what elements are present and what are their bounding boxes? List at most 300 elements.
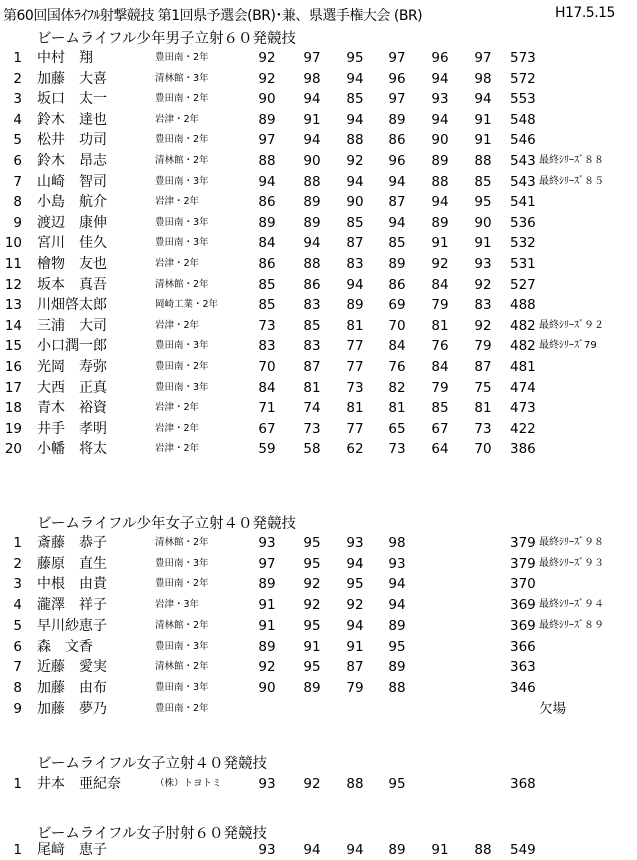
section-title: ビームライフル少年男子立射６０発競技 (37, 31, 296, 47)
rank-cell: 18 (4, 400, 22, 417)
series-score: 95 (303, 617, 321, 634)
result-row (0, 637, 637, 657)
school-grade: 豊田南・2年 (155, 578, 209, 590)
result-row (0, 840, 637, 860)
series-score: 89 (388, 617, 406, 634)
section-title: ビームライフル少年女子立射４０発競技 (37, 516, 296, 532)
series-score: 93 (346, 535, 364, 551)
result-row (0, 378, 637, 398)
tiebreak-note: 最終ｼﾘｰｽﾞ８８ (539, 155, 604, 166)
series-score: 85 (303, 317, 321, 334)
absent-label: 欠場 (539, 700, 566, 717)
result-row (0, 574, 637, 594)
shooter-name: 早川紗恵子 (37, 617, 107, 634)
series-score: 83 (474, 297, 492, 314)
result-row (0, 439, 637, 459)
series-score: 85 (346, 214, 364, 231)
series-score: 86 (258, 194, 276, 211)
total-score: 379 (510, 555, 536, 572)
school-grade: 岩津・2年 (155, 402, 200, 414)
tiebreak-note: 最終ｼﾘｰｽﾞ９３ (539, 557, 604, 569)
total-score: 548 (510, 111, 536, 128)
total-score: 488 (510, 297, 536, 314)
series-score: 67 (258, 420, 276, 437)
series-score: 97 (388, 91, 406, 108)
total-score: 549 (510, 842, 536, 858)
series-score: 94 (303, 235, 321, 252)
shooter-name: 小口潤一郎 (37, 338, 107, 355)
series-score: 94 (303, 91, 321, 108)
rank-cell: 15 (4, 338, 22, 355)
series-score: 94 (431, 111, 449, 128)
series-score: 91 (303, 638, 321, 655)
series-score: 98 (388, 535, 406, 551)
series-score: 82 (388, 379, 406, 396)
series-score: 88 (303, 256, 321, 272)
rank-cell: 6 (13, 638, 22, 655)
result-row (0, 419, 637, 439)
series-score: 84 (258, 379, 276, 396)
series-score: 90 (474, 214, 492, 231)
total-score: 543 (510, 153, 536, 169)
series-score: 84 (258, 235, 276, 252)
shooter-name: 檜物 友也 (37, 256, 107, 272)
series-score: 88 (346, 132, 364, 149)
school-grade: 豊田南・3年 (155, 216, 209, 228)
rank-cell: 2 (13, 555, 22, 572)
series-score: 81 (388, 400, 406, 417)
series-score: 92 (431, 256, 449, 272)
series-score: 77 (346, 338, 364, 355)
total-score: 573 (510, 50, 536, 66)
shooter-name: 坂本 真吾 (37, 276, 107, 293)
total-score: 473 (510, 400, 536, 417)
rank-cell: 2 (13, 70, 22, 87)
series-score: 85 (474, 173, 492, 190)
rank-cell: 19 (4, 420, 22, 437)
series-score: 89 (258, 214, 276, 231)
school-grade: 豊田南・3年 (155, 237, 209, 249)
total-score: 422 (510, 420, 536, 437)
rank-cell: 1 (13, 776, 22, 792)
result-row (0, 316, 637, 336)
series-score: 92 (474, 276, 492, 293)
rank-cell: 7 (13, 173, 22, 190)
shooter-name: 瀧澤 祥子 (37, 597, 107, 614)
school-grade: 豊田南・3年 (155, 557, 209, 569)
rank-cell: 5 (13, 617, 22, 634)
series-score: 85 (258, 276, 276, 293)
rank-cell: 12 (4, 276, 22, 293)
result-row (0, 172, 637, 192)
result-row (0, 595, 637, 615)
result-row (0, 533, 637, 553)
shooter-name: 井手 孝明 (37, 420, 107, 437)
series-score: 98 (303, 70, 321, 87)
school-grade: 豊田南・3年 (155, 681, 209, 693)
total-score: 368 (510, 776, 536, 792)
series-score: 88 (474, 842, 492, 858)
tiebreak-note: 最終ｼﾘｰｽﾞ８９ (539, 619, 604, 631)
series-score: 79 (431, 297, 449, 314)
series-score: 71 (258, 400, 276, 417)
series-score: 95 (474, 194, 492, 211)
series-score: 84 (431, 276, 449, 293)
rank-cell: 5 (13, 132, 22, 149)
series-score: 92 (303, 576, 321, 593)
tiebreak-note: 最終ｼﾘｰｽﾞ９２ (539, 319, 604, 331)
series-score: 92 (303, 776, 321, 792)
school-grade: 岩津・3年 (155, 599, 200, 611)
series-score: 97 (258, 132, 276, 149)
shooter-name: 山崎 智司 (37, 173, 107, 190)
shooter-name: 森 文香 (37, 638, 93, 655)
series-score: 94 (346, 276, 364, 293)
series-score: 89 (258, 576, 276, 593)
school-grade: （株）トヨトミ (155, 778, 222, 789)
school-grade: 清林館・2年 (155, 155, 209, 166)
result-row (0, 357, 637, 377)
shooter-name: 小幡 将太 (37, 441, 107, 458)
series-score: 93 (474, 256, 492, 272)
shooter-name: 大西 正真 (37, 379, 107, 396)
shooter-name: 鈴木 達也 (37, 111, 107, 128)
shooter-name: 斎藤 恭子 (37, 535, 107, 551)
series-score: 97 (474, 50, 492, 66)
series-score: 91 (431, 842, 449, 858)
total-score: 543 (510, 173, 536, 190)
total-score: 482 (510, 338, 536, 355)
document-title: 第60回国体ﾗｲﾌﾙ射撃競技 第1回県予選会(BR)･兼、県選手権大会 (BR) (3, 8, 423, 24)
result-row (0, 213, 637, 233)
series-score: 76 (388, 359, 406, 375)
school-grade: 豊田南・2年 (155, 93, 209, 105)
shooter-name: 近藤 愛実 (37, 659, 107, 676)
school-grade: 岩津・2年 (155, 443, 200, 455)
series-score: 89 (258, 111, 276, 128)
series-score: 94 (346, 173, 364, 190)
school-grade: 豊田南・3年 (155, 640, 209, 652)
result-row (0, 554, 637, 574)
series-score: 67 (431, 420, 449, 437)
series-score: 85 (388, 235, 406, 252)
series-score: 59 (258, 441, 276, 458)
total-score: 553 (510, 91, 536, 108)
series-score: 73 (474, 420, 492, 437)
series-score: 90 (303, 153, 321, 169)
rank-cell: 20 (4, 441, 22, 458)
series-score: 89 (388, 659, 406, 676)
series-score: 58 (303, 441, 321, 458)
series-score: 94 (431, 194, 449, 211)
series-score: 65 (388, 420, 406, 437)
series-score: 89 (303, 214, 321, 231)
series-score: 83 (346, 256, 364, 272)
series-score: 77 (346, 420, 364, 437)
series-score: 98 (474, 70, 492, 87)
rank-cell: 3 (13, 91, 22, 108)
series-score: 92 (258, 659, 276, 676)
school-grade: 清林館・2年 (155, 619, 209, 631)
shooter-name: 尾﨑 恵子 (37, 842, 107, 858)
series-score: 91 (474, 111, 492, 128)
result-row (0, 336, 637, 356)
series-score: 95 (388, 776, 406, 792)
shooter-name: 中村 翔 (37, 50, 93, 66)
school-grade: 清林館・3年 (155, 72, 209, 84)
series-score: 91 (258, 597, 276, 614)
series-score: 88 (474, 153, 492, 169)
result-row (0, 275, 637, 295)
shooter-name: 光岡 寿弥 (37, 359, 107, 375)
series-score: 90 (258, 679, 276, 696)
school-grade: 岩津・2年 (155, 319, 200, 331)
series-score: 85 (431, 400, 449, 417)
result-row (0, 192, 637, 212)
series-score: 64 (431, 441, 449, 458)
series-score: 94 (303, 842, 321, 858)
series-score: 91 (474, 235, 492, 252)
school-grade: 清林館・2年 (155, 661, 209, 673)
total-score: 546 (510, 132, 536, 149)
total-score: 386 (510, 441, 536, 458)
series-score: 92 (303, 597, 321, 614)
series-score: 94 (303, 132, 321, 149)
series-score: 81 (346, 317, 364, 334)
series-score: 91 (303, 111, 321, 128)
total-score: 572 (510, 70, 536, 87)
shooter-name: 鈴木 昂志 (37, 153, 107, 169)
series-score: 81 (431, 317, 449, 334)
series-score: 81 (303, 379, 321, 396)
result-row (0, 398, 637, 418)
series-score: 83 (258, 338, 276, 355)
series-score: 94 (346, 617, 364, 634)
total-score: 531 (510, 256, 536, 272)
result-row (0, 89, 637, 109)
rank-cell: 3 (13, 576, 22, 593)
series-score: 87 (474, 359, 492, 375)
series-score: 75 (474, 379, 492, 396)
school-grade: 豊田南・2年 (155, 702, 209, 714)
school-grade: 岡崎工業・2年 (155, 299, 219, 311)
series-score: 62 (346, 441, 364, 458)
series-score: 95 (346, 50, 364, 66)
series-score: 92 (346, 153, 364, 169)
school-grade: 岩津・2年 (155, 422, 200, 434)
series-score: 70 (258, 359, 276, 375)
shooter-name: 加藤 大喜 (37, 70, 107, 87)
shooter-name: 青木 裕資 (37, 400, 107, 417)
series-score: 94 (388, 173, 406, 190)
series-score: 88 (346, 776, 364, 792)
series-score: 79 (431, 379, 449, 396)
school-grade: 豊田南・2年 (155, 52, 209, 63)
series-score: 83 (303, 338, 321, 355)
rank-cell: 9 (13, 214, 22, 231)
series-score: 89 (258, 638, 276, 655)
result-row (0, 699, 637, 719)
rank-cell: 9 (13, 700, 22, 717)
shooter-name: 井本 亜紀奈 (37, 776, 121, 792)
section-title: ビームライフル女子立射４０発競技 (37, 756, 267, 772)
series-score: 95 (303, 535, 321, 551)
series-score: 83 (303, 297, 321, 314)
series-score: 95 (346, 576, 364, 593)
series-score: 96 (431, 50, 449, 66)
total-score: 369 (510, 597, 536, 614)
series-score: 87 (388, 194, 406, 211)
shooter-name: 加藤 夢乃 (37, 700, 107, 717)
total-score: 474 (510, 379, 536, 396)
tiebreak-note: 最終ｼﾘｰｽﾞ８５ (539, 175, 604, 187)
total-score: 482 (510, 317, 536, 334)
school-grade: 岩津・2年 (155, 196, 200, 208)
result-row (0, 110, 637, 130)
series-score: 74 (303, 400, 321, 417)
series-score: 96 (388, 153, 406, 169)
series-score: 95 (303, 659, 321, 676)
series-score: 73 (258, 317, 276, 334)
series-score: 70 (474, 441, 492, 458)
result-row (0, 69, 637, 89)
result-row (0, 48, 637, 68)
section-title: ビームライフル女子肘射６０発競技 (37, 826, 267, 842)
result-row (0, 678, 637, 698)
shooter-name: 三浦 大司 (37, 317, 107, 334)
total-score: 379 (510, 535, 536, 551)
total-score: 363 (510, 659, 536, 676)
series-score: 93 (258, 842, 276, 858)
series-score: 81 (346, 400, 364, 417)
school-grade: 清林館・2年 (155, 537, 209, 548)
result-row (0, 254, 637, 274)
series-score: 92 (346, 597, 364, 614)
series-score: 89 (388, 111, 406, 128)
rank-cell: 8 (13, 194, 22, 211)
series-score: 92 (474, 317, 492, 334)
series-score: 81 (474, 400, 492, 417)
series-score: 91 (431, 235, 449, 252)
school-grade: 豊田南・3年 (155, 381, 209, 393)
series-score: 89 (431, 214, 449, 231)
shooter-name: 松井 功司 (37, 132, 107, 149)
series-score: 69 (388, 297, 406, 314)
rank-cell: 14 (4, 317, 22, 334)
shooter-name: 宮川 佳久 (37, 235, 107, 252)
school-grade: 清林館・2年 (155, 278, 209, 290)
series-score: 94 (346, 70, 364, 87)
series-score: 88 (388, 679, 406, 696)
school-grade: 豊田南・3年 (155, 175, 209, 187)
total-score: 369 (510, 617, 536, 634)
series-score: 86 (258, 256, 276, 272)
document-date: H17.5.15 (555, 5, 615, 21)
series-score: 90 (258, 91, 276, 108)
series-score: 73 (388, 441, 406, 458)
series-score: 79 (346, 679, 364, 696)
series-score: 88 (258, 153, 276, 169)
rank-cell: 1 (13, 535, 22, 551)
series-score: 79 (474, 338, 492, 355)
series-score: 93 (258, 776, 276, 792)
school-grade: 岩津・2年 (155, 258, 200, 269)
result-row (0, 130, 637, 150)
result-row (0, 233, 637, 253)
total-score: 366 (510, 638, 536, 655)
series-score: 94 (258, 173, 276, 190)
series-score: 94 (346, 111, 364, 128)
series-score: 97 (303, 50, 321, 66)
series-score: 73 (346, 379, 364, 396)
series-score: 87 (303, 359, 321, 375)
rank-cell: 13 (4, 297, 22, 314)
school-grade: 岩津・2年 (155, 113, 200, 125)
series-score: 94 (346, 555, 364, 572)
rank-cell: 4 (13, 597, 22, 614)
series-score: 93 (258, 535, 276, 551)
rank-cell: 16 (4, 359, 22, 375)
shooter-name: 小島 航介 (37, 194, 107, 211)
total-score: 541 (510, 194, 536, 211)
series-score: 95 (303, 555, 321, 572)
rank-cell: 1 (13, 50, 22, 66)
tiebreak-note: 最終ｼﾘｰｽﾞ９８ (539, 537, 604, 548)
series-score: 73 (303, 420, 321, 437)
result-row (0, 657, 637, 677)
series-score: 70 (388, 317, 406, 334)
series-score: 86 (303, 276, 321, 293)
total-score: 370 (510, 576, 536, 593)
total-score: 527 (510, 276, 536, 293)
total-score: 481 (510, 359, 536, 375)
series-score: 92 (258, 70, 276, 87)
series-score: 92 (258, 50, 276, 66)
tiebreak-note: 最終ｼﾘｰｽﾞ９４ (539, 599, 604, 611)
series-score: 94 (388, 597, 406, 614)
series-score: 96 (388, 70, 406, 87)
result-row (0, 616, 637, 636)
series-score: 90 (346, 194, 364, 211)
series-score: 86 (388, 276, 406, 293)
rank-cell: 11 (4, 256, 22, 272)
series-score: 88 (303, 173, 321, 190)
rank-cell: 17 (4, 379, 22, 396)
series-score: 91 (258, 617, 276, 634)
series-score: 89 (388, 842, 406, 858)
rank-cell: 7 (13, 659, 22, 676)
rank-cell: 6 (13, 153, 22, 169)
result-row (0, 774, 637, 794)
series-score: 91 (474, 132, 492, 149)
shooter-name: 渡辺 康伸 (37, 214, 107, 231)
series-score: 85 (258, 297, 276, 314)
series-score: 84 (431, 359, 449, 375)
shooter-name: 中根 由貴 (37, 576, 107, 593)
result-row (0, 295, 637, 315)
school-grade: 豊田南・3年 (155, 340, 209, 352)
series-score: 94 (474, 91, 492, 108)
series-score: 93 (388, 555, 406, 572)
series-score: 97 (388, 50, 406, 66)
rank-cell: 4 (13, 111, 22, 128)
shooter-name: 加藤 由布 (37, 679, 107, 696)
series-score: 76 (431, 338, 449, 355)
series-score: 89 (303, 679, 321, 696)
series-score: 89 (303, 194, 321, 211)
series-score: 93 (431, 91, 449, 108)
series-score: 84 (388, 338, 406, 355)
